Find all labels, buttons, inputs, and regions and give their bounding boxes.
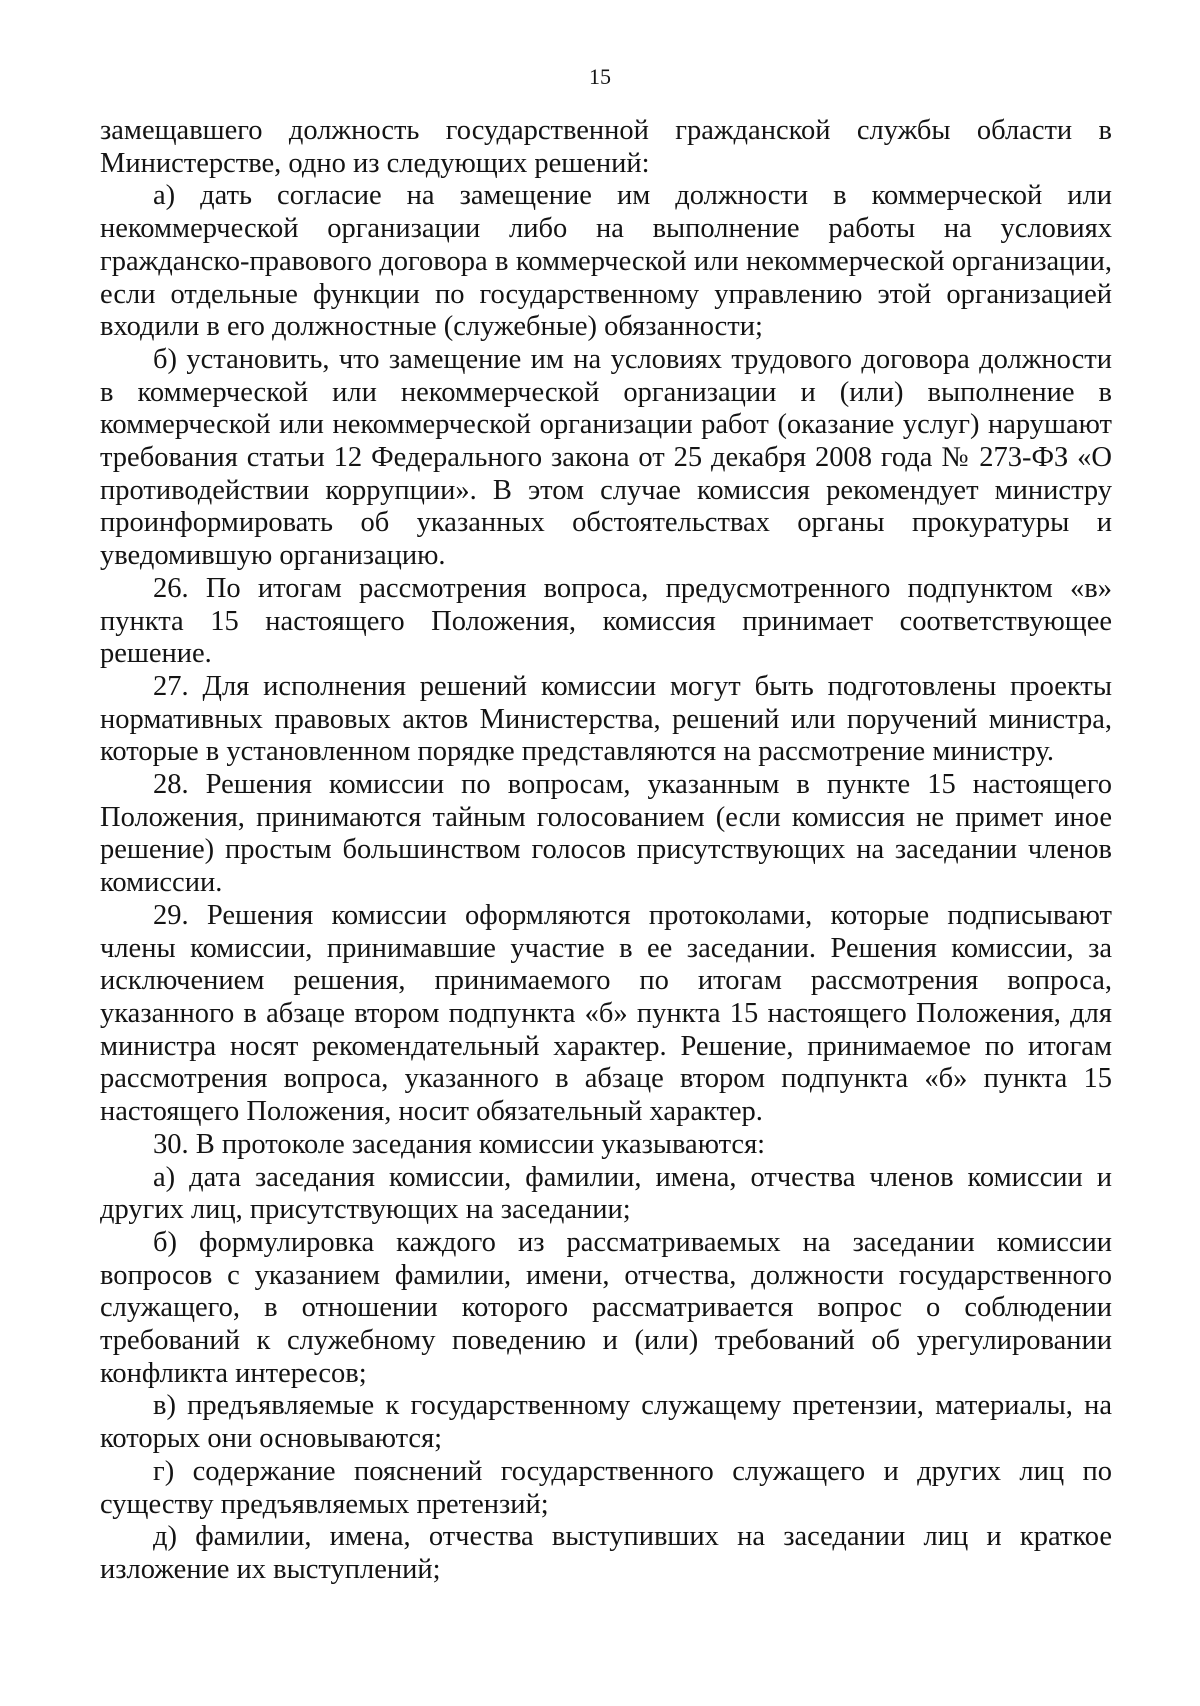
paragraph-item-27: 27. Для исполнения решений комиссии могут быть подготовлены проекты нормативных правовых актов Министерства, решений или поручений министра, которые в установленном порядке представляются на рассмотрение министру.: [100, 670, 1112, 768]
paragraph-item-30-g: г) содержание пояснений государственного служащего и других лиц по существу предъявляемых претензий;: [100, 1455, 1112, 1520]
paragraph-subitem-a: а) дать согласие на замещение им должности в коммерческой или некоммерческой организации либо на выполнение работы на условиях гражданско-правового договора в коммерческой или некоммерческой организации, если отдельные функции по государственному управлению этой организацией входили в его должностные (служебные) обязанности;: [100, 180, 1112, 343]
paragraph-item-30-a: а) дата заседания комиссии, фамилии, имена, отчества членов комиссии и других лиц, присутствующих на заседании;: [100, 1161, 1112, 1226]
document-body: [100, 115, 1112, 1587]
paragraph-item-30-b: б) формулировка каждого из рассматриваемых на заседании комиссии вопросов с указанием фамилии, имени, отчества, должности государственного служащего, в отношении которого рассматривается вопрос о соблюдении требований к служебному поведению и (или) требований об урегулировании конфликта интересов;: [100, 1226, 1112, 1389]
paragraph-item-28: 28. Решения комиссии по вопросам, указанным в пункте 15 настоящего Положения, принимаются тайным голосованием (если комиссия не примет иное решение) простым большинством голосов присутствующих на заседании членов комиссии.: [100, 769, 1112, 899]
page-number: 15: [589, 64, 611, 89]
paragraph-item-30: 30. В протоколе заседания комиссии указываются:: [153, 1128, 766, 1160]
paragraph-item-26: 26. По итогам рассмотрения вопроса, предусмотренного подпунктом «в» пункта 15 настоящего Положения, комиссия принимает соответствующее решение.: [100, 572, 1112, 670]
paragraph-item-30-v: в) предъявляемые к государственному служащему претензии, материалы, на которых они основываются;: [100, 1390, 1112, 1455]
paragraph-continuation: замещавшего должность государственной гражданской службы области в Министерстве, одно из следующих решений:: [100, 115, 1112, 179]
paragraph-item-30-d: д) фамилии, имена, отчества выступивших на заседании лиц и краткое изложение их выступлений;: [100, 1521, 1112, 1585]
paragraph-subitem-b: б) установить, что замещение им на условиях трудового договора должности в коммерческой или некоммерческой организации и (или) выполнение в коммерческой или некоммерческой организации работ (оказание услуг) нарушают требования статьи 12 Федерального закона от 25 декабря 2008 года № 273-ФЗ «О противодействии коррупции». В этом случае комиссия рекомендует министру проинформировать об указанных обстоятельствах органы прокуратуры и уведомившую организацию.: [100, 343, 1112, 572]
paragraph-item-29: 29. Решения комиссии оформляются протоколами, которые подписывают члены комиссии, принимавшие участие в ее заседании. Решения комиссии, за исключением решения, принимаемого по итогам рассмотрения вопроса, указанного в абзаце втором подпункта «б» пункта 15 настоящего Положения, для министра носят рекомендательный характер. Решение, принимаемое по итогам рассмотрения вопроса, указанного в абзаце втором подпункта «б» пункта 15 настоящего Положения, носит обязательный характер.: [100, 899, 1112, 1128]
